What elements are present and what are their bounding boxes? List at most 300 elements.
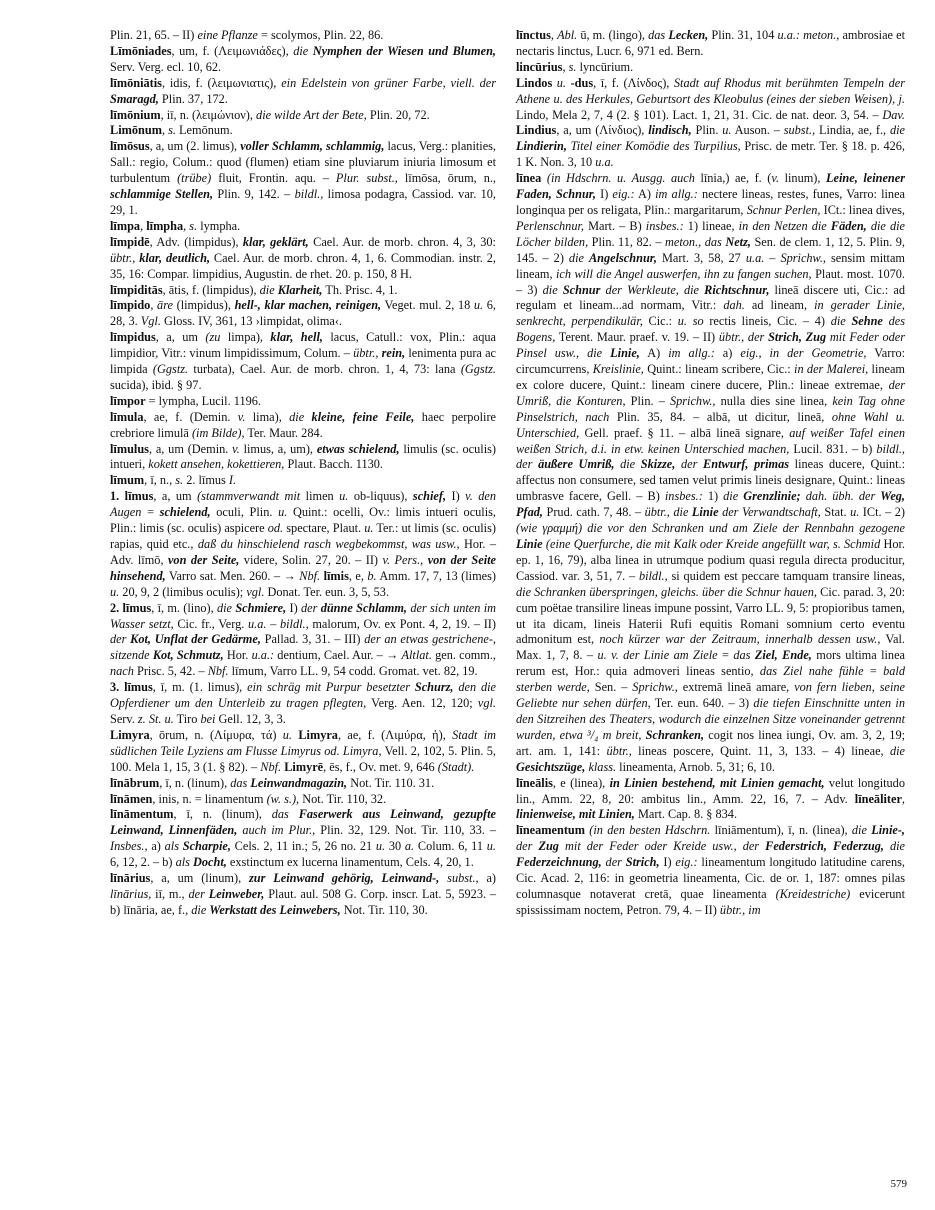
dictionary-entry <box>516 823 905 918</box>
entry-text: Plaut. aul. 508 G. Corp. inscr. Lat. 5, 5923. – b) līnāria, ae, f., <box>110 886 497 917</box>
entry-text: Lindia, ae, f., <box>815 123 890 138</box>
entry-text: Entwurf, primas <box>703 457 790 472</box>
entry-text: Gell. praef. § 11. – albā lineā signare, <box>579 425 790 440</box>
entry-text: , ī, m. (lino), <box>151 600 217 615</box>
entry-headword: līmpidus <box>110 330 156 345</box>
entry-text: klar, hell, <box>270 330 323 345</box>
entry-text: , ī, n., <box>144 473 176 488</box>
entry-text: (eine Querfurche, die mit Kalk oder Kreide angefüllt war, s. Schmid <box>545 537 881 551</box>
entry-text: Plin. – <box>625 393 670 408</box>
entry-text: Richtschnur, <box>704 282 770 297</box>
entry-text: lineamenta, Arnob. 5, 31; 6, 10. <box>616 759 775 774</box>
entry-text: u. <box>473 298 484 313</box>
entry-headword: līnctus <box>516 28 551 42</box>
entry-text: u. <box>486 839 496 854</box>
entry-text: , <box>161 123 169 138</box>
entry-text: Gloss. IV, 361, 13 ›limpidat, olima‹. <box>160 314 343 329</box>
entry-text: der <box>680 457 704 472</box>
entry-text: das <box>230 775 251 790</box>
entry-text: kleine, feine Feile, <box>311 409 415 424</box>
entry-text: Vgl. <box>140 314 161 329</box>
entry-text: der Umriß, die Konturen, <box>516 377 905 408</box>
entry-text: Nbf. <box>299 568 321 583</box>
entry-text: Gesichtszüge, <box>516 759 586 774</box>
page-number: 579 <box>890 1178 907 1190</box>
entry-text: A) <box>634 187 656 202</box>
entry-text: im allg.: <box>655 187 698 202</box>
entry-text: limus, a, um), <box>239 441 317 456</box>
entry-text: u.a. <box>248 616 267 631</box>
entry-text: , a, um (2. limus), <box>149 139 241 154</box>
entry-text: der <box>188 886 209 901</box>
entry-text: Mart. – B) <box>583 218 646 233</box>
entry-text: a) <box>147 839 165 854</box>
entry-text: Mart. 3, 58, 27 <box>656 250 746 265</box>
entry-text: subst., <box>783 123 816 138</box>
entry-text: Serv. Verg. ecl. 10, 62. <box>110 59 222 74</box>
entry-text: extremā lineā amare, <box>677 680 795 695</box>
entry-text: 20, 9, 2 (limibus oculis); <box>119 584 247 599</box>
entry-text: der <box>516 839 539 854</box>
entry-text: daß du hinschielend rasch wegbekommst, was usw., <box>197 537 460 551</box>
entry-text: übtr., <box>606 743 632 758</box>
entry-text: vgl. <box>246 584 265 599</box>
entry-text: das <box>648 28 669 42</box>
entry-headword: līmōnium <box>110 107 161 122</box>
entry-text: Verg. Aen. 12, 120; <box>366 696 478 711</box>
entry-text: Hor. – Adv. līmō, <box>110 537 496 567</box>
entry-headword: Lindos <box>516 75 553 90</box>
entry-text: rectis lineis, Cic. – 4) <box>703 314 831 329</box>
entry-text: (Kreidestriche) <box>775 886 851 901</box>
entry-text: u.a. <box>745 250 765 265</box>
entry-text: Sprichw., <box>780 250 826 265</box>
dictionary-entry <box>516 171 905 775</box>
entry-text: ICt. – 2) <box>859 505 905 520</box>
entry-text: Auson. – <box>731 123 784 138</box>
entry-text: Cic. parad. 3, 20: cum poëtae transilire lineas impune possint, Varro LL. 9, 5: propioribus tamen, ut ita dicam, lineis Haterii Rufi equitis Romani somnium certo eventu admonitum est, <box>516 584 906 647</box>
entry-text: übtr., im <box>719 902 761 917</box>
entry-text: līniāmentum), ī, n. (linea), <box>710 823 852 838</box>
entry-text: die Schranken überspringen, gleichs. über die Schnur hauen, <box>516 584 817 599</box>
entry-text: b. <box>367 568 377 583</box>
entry-text: dentium, Cael. Aur. – → <box>274 648 402 663</box>
entry-text: Plin. 31, 104 <box>708 28 778 42</box>
entry-text: Leine, leinener Faden, Schnur, <box>516 171 906 202</box>
entry-text: linienweise, mit Linien, <box>516 807 635 822</box>
entry-text: Sprichw., <box>669 393 716 408</box>
entry-text: , e (linea), <box>552 775 610 790</box>
entry-headword: līmpa <box>110 218 141 233</box>
entry-text: si quidem est peccare tamquam transire lineas, <box>667 568 905 583</box>
entry-text: (w. s.), <box>266 791 300 806</box>
entry-text: 2. līmus <box>183 473 229 488</box>
entry-text: Zug <box>538 839 559 854</box>
entry-text: übtr., <box>110 250 136 265</box>
dictionary-entry <box>110 728 496 776</box>
entry-text: Sen. – <box>589 680 633 695</box>
dictionary-entry <box>110 283 496 299</box>
entry-text: Colum. 6, 11 <box>414 839 487 854</box>
entry-text: gen. comm., <box>431 648 496 663</box>
entry-text: die <box>289 409 312 424</box>
entry-text: , <box>140 218 147 233</box>
entry-text: turbata), Cael. Aur. de morb. chron. 1, 4, 73: lana <box>188 362 461 377</box>
entry-text: lacus, Catull.: vox, Plin.: aqua limpidior, Vitr.: vinum limpidissimum, Colum. – <box>110 330 496 361</box>
entry-text: Schurz, <box>414 680 454 695</box>
entry-text: Ziel, Ende, <box>754 648 812 663</box>
entry-text: klar, geklärt, <box>242 234 309 249</box>
entry-text: u. <box>556 75 567 90</box>
entry-text: Plaut. most. 1070. – 3) <box>516 266 905 297</box>
entry-text: velut longitudo lin., Amm. 22, 8, 20: ambitus lin., Amm. 22, 16, 7. – Adv. <box>516 775 905 806</box>
entry-headword: līnārius <box>110 871 151 886</box>
entry-text: s. <box>568 59 577 74</box>
entry-text: Gell. 12, 3, 3. <box>215 711 286 726</box>
entry-text: , um, f. (Λειμωνιάδες), <box>171 43 294 58</box>
entry-text: der <box>605 855 626 870</box>
dictionary-entry <box>110 601 496 681</box>
entry-text: a) <box>478 871 496 886</box>
entry-text: Nymphen der Wiesen und Blumen, <box>312 43 496 58</box>
entry-text: Plin. 37, 172. <box>158 91 228 106</box>
entry-text: vgl. <box>477 696 496 711</box>
entry-text: iī, m., <box>151 886 189 901</box>
entry-text: Smaragd, <box>110 91 159 106</box>
entry-text: – <box>764 250 781 265</box>
entry-text: ambrosiae et nectaris linctus, Lucr. 6, 971 ed. Bern. <box>516 28 905 58</box>
entry-text: u. <box>339 489 349 504</box>
entry-text: lineas ducere, Quint.: affectus non consumere, sed tamen velut primis lineis designare, Quint.: lineas umbrasve facere, Gell. – B) <box>516 457 906 504</box>
dictionary-entry <box>110 473 496 489</box>
entry-text: lima), <box>245 409 290 424</box>
entry-text: insbes.: <box>664 489 703 504</box>
entry-text: Val. Max. 1, 7, 8. – <box>516 632 906 663</box>
entry-text: v. <box>232 441 240 456</box>
entry-text: Plin. <box>691 123 723 138</box>
entry-text: Dav. <box>882 107 905 122</box>
dictionary-entry <box>110 871 496 919</box>
entry-text: Plaut. Bacch. 1130. <box>284 457 383 472</box>
entry-text: auch im Plur., <box>242 823 316 838</box>
entry-text: das <box>271 807 299 822</box>
entry-text: Sehne <box>851 314 883 329</box>
entry-text: , ōrum, n. (Λίμυρα, τά) <box>149 727 283 742</box>
entry-text: , a, um <box>153 489 198 504</box>
entry-text: die <box>889 839 906 854</box>
entry-text: u.a. <box>595 155 614 170</box>
entry-text: , <box>183 218 190 233</box>
entry-text: Insbes., <box>110 839 148 854</box>
entry-text: Cels. 2, 11 in.; 5, 26 no. 21 <box>230 839 376 854</box>
entry-text: Plin. 35, 84. – albā, ut dicitur, lineā, <box>609 409 832 424</box>
entry-text: Kot, Unflat der Gedärme, <box>130 632 261 647</box>
entry-text: nach <box>110 664 134 679</box>
entry-text: Lindo, Mela 2, 7, 4 (2. § 101). Lact. 1, 21, 31. Cic. de nat. deor. 3, 54. – <box>516 107 883 122</box>
entry-text: voller Schlamm, schlammig, <box>240 139 385 154</box>
entry-headword: Limyrē <box>284 759 324 774</box>
entry-text: v. <box>771 171 780 186</box>
entry-text: ich will die Angel auswerfen, ihn zu fangen suchen, <box>556 266 812 281</box>
entry-text: z. St. u. <box>137 711 174 726</box>
dictionary-entry <box>110 28 496 44</box>
entry-text: klar, deutlich, <box>139 250 211 265</box>
entry-text: Sen. de clem. 1, 12, 5. Plin. 9, 145. – 2) <box>516 234 905 265</box>
entry-text: exstinctum ex lucerna linamentum, Cels. 4, 20, 1. <box>226 855 474 870</box>
entry-text: Plin. 32, 129. Not. Tir. 110, 33. – <box>315 823 497 838</box>
entry-text: ICt.: lineа dives, <box>820 202 905 217</box>
right-column <box>516 28 905 919</box>
entry-text: ein schräg mit Purpur besetzter <box>247 680 415 695</box>
entry-text: in Linien bestehend, mit Linien gemacht, <box>609 775 825 790</box>
entry-text: (limpidus), <box>172 298 235 313</box>
entry-text: Abl. <box>557 28 578 42</box>
entry-text: s. <box>175 473 184 488</box>
entry-text: eig.: <box>612 187 635 202</box>
entry-text: 30 <box>385 839 405 854</box>
dictionary-entry <box>516 28 905 60</box>
entry-headword: līnāmen <box>110 791 153 806</box>
entry-text: Strich, Zug <box>768 330 827 345</box>
entry-text: (in den besten Hdschrn. <box>589 823 711 838</box>
entry-text: übtr., <box>353 346 379 361</box>
entry-headword: līnāmentum <box>110 807 174 822</box>
entry-headword: Līmōniades <box>110 43 172 58</box>
entry-text: Schranken, <box>645 727 705 742</box>
entry-text: (trübe) <box>177 171 212 186</box>
entry-text: od. <box>267 521 284 536</box>
entry-text: die <box>889 123 905 138</box>
entry-text: = <box>717 648 734 663</box>
entry-text: ohne Wahl u. Unterschied, <box>516 409 905 440</box>
entry-text: lympha. <box>197 218 241 233</box>
entry-text: Stadt auf Rhodus mit berühmten Tempeln der Athene u. des Herkules, Geburtsort des Kleobulus (eines der sieben Weisen), j. <box>516 75 905 106</box>
entry-text: , e, <box>348 568 368 583</box>
entry-text: die <box>568 250 589 265</box>
entry-text: , Adv. (limpidus), <box>149 234 243 249</box>
entry-text: das <box>733 648 755 663</box>
entry-text: noch kürzer war der Zeitraum, innerhalb dessen usw., <box>599 632 881 647</box>
entry-text: v. <box>237 409 246 424</box>
entry-text: Not. Tir. 110, 30. <box>340 902 428 917</box>
entry-text: dah. <box>723 298 745 313</box>
entry-headword: līmpidē <box>110 234 150 249</box>
entry-text: Vell. 2, 102, 5. Plin. 5, 100. Mela 1, 15, 3 (1. § 82). – <box>110 743 497 774</box>
entry-text: haec perpolire crebriore limulā <box>110 409 496 440</box>
entry-text: lacus, Verg.: planities, Sall.: regio, Colum.: quod (flumen) etiam sine pluviarum iniuria limosum et turbulentum <box>110 139 497 186</box>
entry-headword: Limōnum <box>110 123 162 138</box>
entry-text: äußere Umriß, <box>538 457 615 472</box>
entry-text: u. <box>364 521 374 536</box>
entry-text: Scharpie, <box>182 839 231 854</box>
entry-text <box>439 871 447 885</box>
dictionary-entry <box>110 394 496 410</box>
entry-text: Veget. mul. 2, 18 <box>381 298 474 313</box>
entry-headword: līmōniātis <box>110 75 162 90</box>
entry-text: der an etwas gestrichene-, sitzende <box>110 632 496 663</box>
entry-text: Sprichw., <box>632 680 678 695</box>
entry-text: lineam ex colore ducere, Quint.: lineam cinere ducere, Plin.: lineae extremae, <box>516 362 905 392</box>
entry-text: Plur. subst., <box>335 171 398 186</box>
entry-text: s. <box>189 218 198 233</box>
entry-text: Linie-, <box>871 823 905 838</box>
entry-text: die <box>542 282 563 297</box>
dictionary-entry <box>110 108 496 124</box>
entry-text: bildl., <box>638 568 668 583</box>
entry-text: , <box>901 791 905 806</box>
entry-text: Cael. Aur. de morb. chron. 4, 1, 6. Commodian. instr. 2, 35, 16: Compar. limpidius, Augustin. de rhet. 20. p. 150, 8 H. <box>110 250 496 281</box>
entry-text: (im Bilde), <box>191 425 245 440</box>
entry-text: Kreislinie, <box>592 362 644 377</box>
entry-text: Serv. <box>110 711 138 726</box>
entry-text: lenimenta pura ac limpida <box>110 346 496 377</box>
entry-text: ein Edelstein von grüner Farbe, viell. der <box>281 75 497 90</box>
entry-text: u. <box>722 123 732 138</box>
entry-text: u. <box>850 505 860 520</box>
entry-text: die die Löcher bilden, <box>516 218 906 249</box>
entry-text: Not. Tir. 110. 31. <box>347 775 435 790</box>
entry-text: oculi, Plin. <box>210 505 279 520</box>
dictionary-entry <box>110 139 496 219</box>
entry-text: videre, Solin. 27, 20. – II) <box>239 552 383 567</box>
entry-text: die <box>216 600 236 615</box>
entry-text: subst., <box>447 871 479 886</box>
entry-text: das Ziel nahe fühle <box>759 664 864 679</box>
entry-text: insbes.: <box>645 218 684 233</box>
entry-text: (in Hdschrn. u. Ausgg. auch <box>546 171 695 186</box>
entry-headword: Limyra <box>298 727 338 742</box>
entry-text: Federstrich, Federzug, <box>765 839 884 854</box>
entry-text: bildl., <box>294 187 324 202</box>
entry-text: in gerader Linie, senkrecht, perpendikulär, <box>516 298 905 329</box>
entry-text: , ātis, f. (limpidus), <box>162 282 260 297</box>
entry-text: ad lineam, <box>744 298 815 313</box>
entry-text: Quint.: lineam scribere, Cic.: <box>643 362 795 377</box>
entry-text: ū, m. (lingo), <box>577 28 649 42</box>
entry-text: Linie <box>516 537 543 551</box>
entry-text: zur Leinwand gehörig, Leinwand-, <box>249 871 440 886</box>
entry-text: I) <box>595 187 613 202</box>
entry-text: , ae, f. (Demin. <box>143 409 238 424</box>
entry-text: , ī, m. (1. limus), <box>152 680 248 695</box>
entry-text: von fern lieben, seine Geliebte nur sehen dürfen, <box>516 680 905 711</box>
entry-text: , ēs, f., Ov. met. 9, 646 <box>323 759 438 774</box>
entry-text: a) <box>714 346 741 361</box>
entry-text: Lecken, <box>668 28 709 42</box>
entry-text: der Verwandtschaft, <box>722 505 821 520</box>
entry-headword: 3. līmus <box>110 680 153 695</box>
entry-text: = lympha, Lucil. 1196. <box>145 393 261 408</box>
entry-text: Klarheit, <box>277 282 323 297</box>
entry-text: schielend, <box>159 505 211 520</box>
entry-text: bald sterben werde, <box>516 664 905 695</box>
entry-text: = <box>863 664 884 679</box>
entry-text: āre <box>157 298 173 313</box>
entry-text: Ter.: ut limis (sc. oculis) rapias, quid etc., <box>110 521 496 551</box>
entry-text: Nbf. <box>207 664 229 679</box>
entry-text: = scolymos, Plin. 22, 86. <box>257 28 384 42</box>
entry-text: , ī, n. (linum), <box>173 807 272 822</box>
entry-text: eine Pflanze <box>197 28 258 42</box>
entry-text: eig.: <box>675 855 698 870</box>
entry-text: , inis, n. = linamentum <box>152 791 267 806</box>
entry-text: der <box>301 600 321 615</box>
entry-text: linum), <box>779 171 827 186</box>
entry-text: meton., <box>803 28 840 42</box>
entry-text: im allg.: <box>668 346 715 361</box>
entry-text: sensim mittam lineam, <box>516 250 905 281</box>
entry-text: Grenzlinie; <box>743 489 801 504</box>
entry-text: kokett ansehen, kokettieren, <box>148 457 285 472</box>
left-column <box>110 28 496 919</box>
entry-text: des Bogens, <box>516 314 905 345</box>
entry-text: limulis (sc. oculis) intueri, <box>110 441 496 472</box>
entry-text: Fäden, <box>830 218 867 233</box>
entry-text: sucida), ibid. § 97. <box>110 377 202 392</box>
entry-headword: 2. līmus <box>110 600 152 615</box>
entry-text: Hor. <box>223 648 252 663</box>
entry-text: s. <box>168 123 176 138</box>
entry-text: eig., in der Geometrie, <box>740 346 867 361</box>
entry-text: Prud. cath. 7, 48. – <box>542 505 645 520</box>
dictionary-entry <box>516 60 905 76</box>
entry-text: den die Opferdiener um den Unterleib zu tragen pflegten, <box>110 680 496 711</box>
entry-text: Stadt im südlichen Teile Lyziens am Flusse Limyrus od. Limyra, <box>110 727 497 758</box>
entry-text: der Werkleute, die <box>605 282 705 297</box>
entry-text: lindisch, <box>648 123 692 138</box>
entry-text: u. v. der Linie am Ziele <box>597 648 718 663</box>
entry-text: die <box>830 314 852 329</box>
entry-text: Schnur Perlen, <box>746 202 821 217</box>
entry-text: 6, 12, 2. – b) <box>110 855 176 870</box>
entry-text: in der Malerei, <box>794 362 869 377</box>
entry-text: , ī, n. (linum), <box>159 775 231 790</box>
entry-text: als <box>164 839 183 854</box>
entry-text: der sich unten im Wasser setzt, <box>110 600 497 631</box>
entry-headword: Limyra <box>110 727 150 742</box>
dictionary-entry <box>110 680 496 728</box>
entry-text: die <box>191 902 210 917</box>
entry-text: mit der Feder oder Kreide usw., der <box>565 839 766 854</box>
entry-text: evicerunt spississimam noctem, Petron. 79, 4. – II) <box>516 886 905 917</box>
entry-text: v. den Augen <box>110 489 497 520</box>
entry-text: Prisc. de metr. Ter. § 18. p. 426, 1 K. Non. 3, 10 <box>516 139 905 170</box>
entry-text: v. Pers., <box>382 552 424 567</box>
entry-text: als <box>175 855 194 870</box>
entry-text: , ī, f. (Λίνδος), <box>593 75 674 90</box>
entry-text: Faserwerk aus Leinwand, gezupfte Leinwand, Linnenfäden, <box>110 807 496 838</box>
entry-text: I) <box>659 855 676 870</box>
entry-headword: līnābrum <box>110 775 160 790</box>
entry-text: Plin. 11, 82. – <box>588 234 666 249</box>
dictionary-entry <box>110 776 496 792</box>
entry-text: līmum, Varro LL. 9, 54 codd. Gromat. vet. 82, 19. <box>228 664 478 679</box>
entry-headword: līmula <box>110 409 144 424</box>
entry-headword: līmpiditās <box>110 282 163 297</box>
entry-headword: līmpido <box>110 298 151 313</box>
entry-text: etwas schielend, <box>316 441 400 456</box>
entry-text: Stat. <box>820 505 851 520</box>
entry-text: (Ggstz. <box>152 362 189 377</box>
entry-text: , <box>150 298 158 313</box>
entry-text: Cic. fr., Verg. <box>173 616 249 631</box>
dictionary-entry <box>110 410 496 442</box>
entry-text: u.a.: <box>777 28 801 42</box>
entry-text: (stammverwandt mit <box>197 489 301 504</box>
entry-text: Lucil. 831. – b) <box>789 441 877 456</box>
entry-text: I) <box>286 600 301 615</box>
entry-text: Perlenschnur, <box>516 218 584 233</box>
